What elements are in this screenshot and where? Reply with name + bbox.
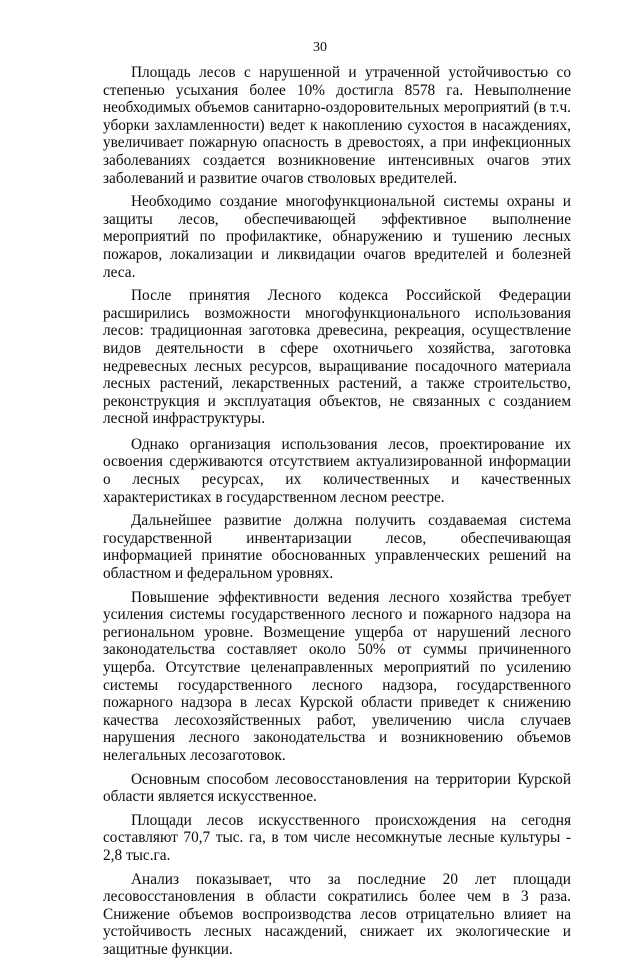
paragraph-forest-use-planning: Однако организация использования лесов, проектирование их освоения сдерживаются отсутствием актуализированной информации о лесных ресурсах, их количественных и качественных характеристиках в государственном лесном реестре. — [103, 435, 571, 506]
document-body — [103, 64, 571, 959]
paragraph-damaged-forests: Площадь лесов с нарушенной и утраченной устойчивостью со степенью усыхания более 10% достигла 8578 га. Невыполнение необходимых объемов санитарно-оздоровительных мероприятий (в т.ч. уборки захламленности) ведет к накоплению сухостоя в насаждениях, увеличивает пожарную опасность в древостоях, а при инфекционных заболеваниях создается возникновение интенсивных очагов этих заболеваний и развитие очагов стволовых вредителей. — [103, 64, 571, 187]
paragraph-artificial-forests: Площади лесов искусственного происхождения на сегодня составляют 70,7 тыс. га, в том числе несомкнутые лесные культуры - 2,8 тыс.га. — [103, 811, 571, 864]
paragraph-inventory-system: Дальнейшее развитие должна получить создаваемая система государственной инвентаризации лесов, обеспечивающая информацией принятие обоснованных управленческих решений на областном и федеральном уровнях. — [103, 512, 571, 583]
paragraph-forest-code: После принятия Лесного кодекса Российской Федерации расширились возможности многофункционального использования лесов: традиционная заготовка древесина, рекреация, осуществление видов деятельности в сфере охотничьего хозяйства, заготовка недревесных лесных ресурсов, выращивание посадочного материала лесных растений, лекарственных растений, а также строительство, реконструкция и эксплуатация объектов, не связанных с созданием лесной инфраструктуры. — [103, 287, 571, 428]
paragraph-protection-system: Необходимо создание многофункциональной системы охраны и защиты лесов, обеспечивающей эффективное выполнение мероприятий по профилактике, обнаружению и тушению лесных пожаров, локализации и ликвидации очагов вредителей и болезней леса. — [103, 193, 571, 281]
paragraph-reforestation-method: Основным способом лесовосстановления на территории Курской области является искусственное. — [103, 770, 571, 806]
paragraph-supervision: Повышение эффективности ведения лесного хозяйства требует усиления системы государственного лесного и пожарного надзора на региональном уровне. Возмещение ущерба от нарушений лесного законодательства составляет около 50% от суммы причиненного ущерба. Отсутствие целенаправленных мероприятий по усилению системы государственного лесного надзора, государственного пожарного надзора в лесах Курской области приведет к снижению качества лесохозяйственных работ, увеличению числа случаев нарушения лесного законодательства и возникновению объемов нелегальных лесозаготовок. — [103, 588, 571, 764]
paragraph-analysis: Анализ показывает, что за последние 20 лет площади лесовосстановления в области сократились более чем в 3 раза. Снижение объемов воспроизводства лесов отрицательно влияет на устойчивость лесных насаждений, снижает их экологические и защитные функции. — [103, 870, 571, 958]
page-number: 30 — [313, 40, 327, 55]
